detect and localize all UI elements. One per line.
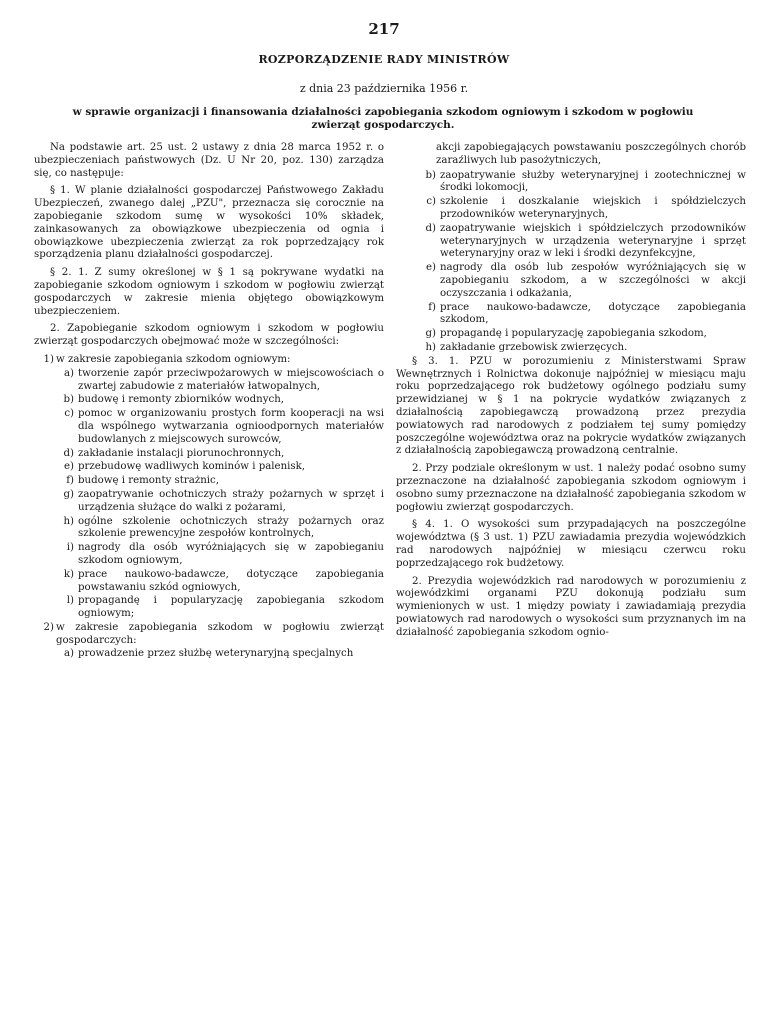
list-text: prowadzenie przez służbę weterynaryjną specjalnych	[78, 648, 354, 660]
paragraph-3-section-2: 2. Przy podziale określonym w ust. 1 należy podać osobno sumy przeznaczone na działalność zapobiegania szkodom ogniowym i osobno sumy przeznaczone na działalność zapobiegania szkodom w pogłowiu zwierząt gospodarczych.	[396, 463, 746, 513]
list-item	[412, 196, 746, 222]
list-text: budowę i remonty zbiorników wodnych,	[78, 394, 284, 406]
list-text: prace naukowo-badawcze, dotyczące zapobiegania powstawaniu szkód ogniowych,	[78, 568, 384, 593]
paragraph-4-section-1: § 4. 1. O wysokości sum przypadających na poszczególne województwa (§ 3 ust. 1) PZU zawiadamia prezydia wojewódzkich rad narodowych najpóźniej w miesiącu czerwcu roku poprzedzającego rok budżetowy.	[396, 519, 746, 569]
list-label: h)	[63, 515, 74, 527]
list-item	[50, 368, 384, 394]
list-label: d)	[63, 447, 74, 459]
list-item	[50, 569, 384, 595]
list-text: w zakresie zapobiegania szkodom w pogłowiu zwierząt gospodarczych:	[56, 621, 384, 646]
fire-prevention-list	[34, 368, 384, 621]
paragraph-2-section-2: 2. Zapobieganie szkodom ogniowym i szkodom w pogłowiu zwierząt gospodarczych obejmować może w szczególności:	[34, 323, 384, 348]
list-label: i)	[66, 542, 74, 554]
list-text: ogólne szkolenie ochotniczych straży pożarnych oraz szkolenie prewencyjne zespołów kontrolnych,	[78, 515, 384, 540]
list-text: zaopatrywanie ochotniczych straży pożarnych w sprzęt i urządzenia służące do walki z pożarami,	[78, 488, 384, 513]
paragraph-1: § 1. W planie działalności gospodarczej Państwowego Zakładu Ubezpieczeń, zwanego dalej „PZU", przeznacza się corocznie na zapobieganie szkodom sumę w wysokości 10% składek, zainkasowanych za obowiązkowe ubezpieczenia od ognia i obowiązkowe ubezpieczenia zwierząt za rok poprzedzający rok sporządzenia planu działalności gospodarczej.	[34, 185, 384, 261]
list-label: a)	[63, 367, 74, 379]
list-text: nagrody dla osób lub zespołów wyróżniających się w zapobieganiu szkodom, a w szczególności w akcji oczyszczania i odkażania,	[440, 262, 746, 299]
list-item	[50, 542, 384, 568]
list-label: 1)	[43, 353, 54, 365]
list-label: a)	[63, 648, 74, 660]
list-item-2	[34, 622, 384, 648]
list-text: zaopatrywanie wiejskich i spółdzielczych przodowników weterynaryjnych w urządzenia weterynaryjne i sprzęt weterynaryjny oraz w leki i środki dezynfekcyjne,	[440, 222, 746, 260]
list-label: 2)	[43, 621, 54, 633]
list-item-1	[34, 354, 384, 367]
paragraph-4-section-2: 2. Prezydia wojewódzkich rad narodowych w porozumieniu z wojewódzkimi organami PZU dokonują podziału sum wymienionych w ust. 1 między powiaty i zawiadamiają prezydia powiatowych rad narodowych o wysokości sum przyznanych im na działalność zapobiegania szkodom ognio-	[396, 575, 746, 638]
list-item	[50, 648, 384, 661]
list-text: propagandę i popularyzację zapobiegania szkodom ogniowym;	[78, 595, 384, 620]
list-text: budowę i remonty strażnic,	[78, 475, 219, 487]
list-item	[412, 170, 746, 196]
page-number: 217	[368, 20, 400, 38]
list-item	[412, 342, 746, 355]
list-text: propagandę i popularyzację zapobiegania szkodom,	[440, 328, 707, 340]
list-text: zakładanie grzebowisk zwierzęcych.	[440, 341, 628, 353]
list-text: pomoc w organizowaniu prostych form kooperacji na wsi dla wspólnego wytwarzania ognioodpornych materiałów budowlanych z miejscowych surowców,	[78, 408, 384, 445]
list-label: l)	[66, 595, 74, 607]
list-item	[50, 489, 384, 515]
list-item	[50, 475, 384, 488]
list-item	[50, 408, 384, 446]
list-item	[412, 262, 746, 300]
animal-prevention-list-cont	[396, 170, 746, 355]
list-label: g)	[63, 488, 74, 500]
list-label: h)	[425, 341, 436, 353]
list-label: f)	[66, 475, 74, 487]
list-item	[50, 595, 384, 621]
preamble: Na podstawie art. 25 ust. 2 ustawy z dnia 28 marca 1952 r. o ubezpieczeniach państwowych (Dz. U Nr 20, poz. 130) zarządza się, co następuje:	[34, 142, 384, 179]
list-label: b)	[425, 169, 436, 181]
list-text: zaopatrywanie służby weterynaryjnej i zootechnicznej w środki lokomocji,	[440, 169, 746, 194]
list-item	[412, 223, 746, 261]
list-text: w zakresie zapobiegania szkodom ogniowym:	[56, 353, 291, 365]
list-item	[412, 302, 746, 328]
list-item	[50, 516, 384, 542]
list-text: prace naukowo-badawcze, dotyczące zapobiegania szkodom,	[440, 301, 746, 326]
list-text: tworzenie zapór przeciwpożarowych w miejscowościach o zwartej zabudowie z materiałów łatwopalnych,	[78, 367, 384, 392]
list-label: f)	[428, 301, 436, 313]
list-item	[412, 328, 746, 341]
list-label: k)	[63, 568, 74, 580]
list-label: c)	[64, 408, 74, 420]
list-text: szkolenie i doszkalanie wiejskich i spółdzielczych przodowników weterynaryjnych,	[440, 196, 746, 220]
list-item	[50, 461, 384, 474]
document-title: ROZPORZĄDZENIE RADY MINISTRÓW	[258, 53, 510, 66]
paragraph-3-section-1: § 3. 1. PZU w porozumieniu z Ministerstwami Spraw Wewnętrznych i Rolnictwa dokonuje najpóźniej w miesiącu maju roku poprzedzającego rok budżetowy ogólnego podziału sumy przewidzianej w § 1 na pokrycie wydatków związanych z działalnością zapobiegawczą prowadzoną przez prezydia powiatowych rad narodowych z podziałem tej sumy pomiędzy poszczególne województwa oraz na pokrycie wydatków związanych z działalnością zapobiegawczą prowadzoną centralnie.	[396, 355, 746, 457]
list-label: e)	[425, 262, 436, 274]
animal-prevention-list	[34, 648, 384, 661]
paragraph-2-section-1: § 2. 1. Z sumy określonej w § 1 są pokrywane wydatki na zapobieganie szkodom ogniowym i szkodom w pogłowiu zwierząt gospodarczych w zakresie mienia objętego obowiązkowym ubezpieczeniem.	[34, 267, 384, 317]
left-column	[34, 142, 384, 662]
list-text: zakładanie instalacji piorunochronnych,	[78, 447, 285, 459]
right-column	[396, 142, 746, 644]
list-text: nagrody dla osób wyróżniających się w zapobieganiu szkodom ogniowym,	[78, 542, 384, 566]
list-item-continuation: akcji zapobiegających powstawaniu poszczególnych chorób zaraźliwych lub pasożytniczych,	[436, 142, 746, 166]
list-label: g)	[425, 328, 436, 340]
list-label: e)	[63, 461, 74, 473]
list-label: d)	[425, 222, 436, 234]
list-item	[50, 448, 384, 461]
list-item	[50, 394, 384, 407]
list-label: c)	[426, 196, 436, 208]
list-label: b)	[63, 394, 74, 406]
list-text: przebudowę wadliwych kominów i palenisk,	[78, 461, 306, 473]
document-date: z dnia 23 października 1956 r.	[299, 82, 469, 95]
document-subject: w sprawie organizacji i finansowania działalności zapobiegania szkodom ogniowym i szkodom w pogłowiu zwierząt gospodarczych.	[72, 106, 694, 131]
